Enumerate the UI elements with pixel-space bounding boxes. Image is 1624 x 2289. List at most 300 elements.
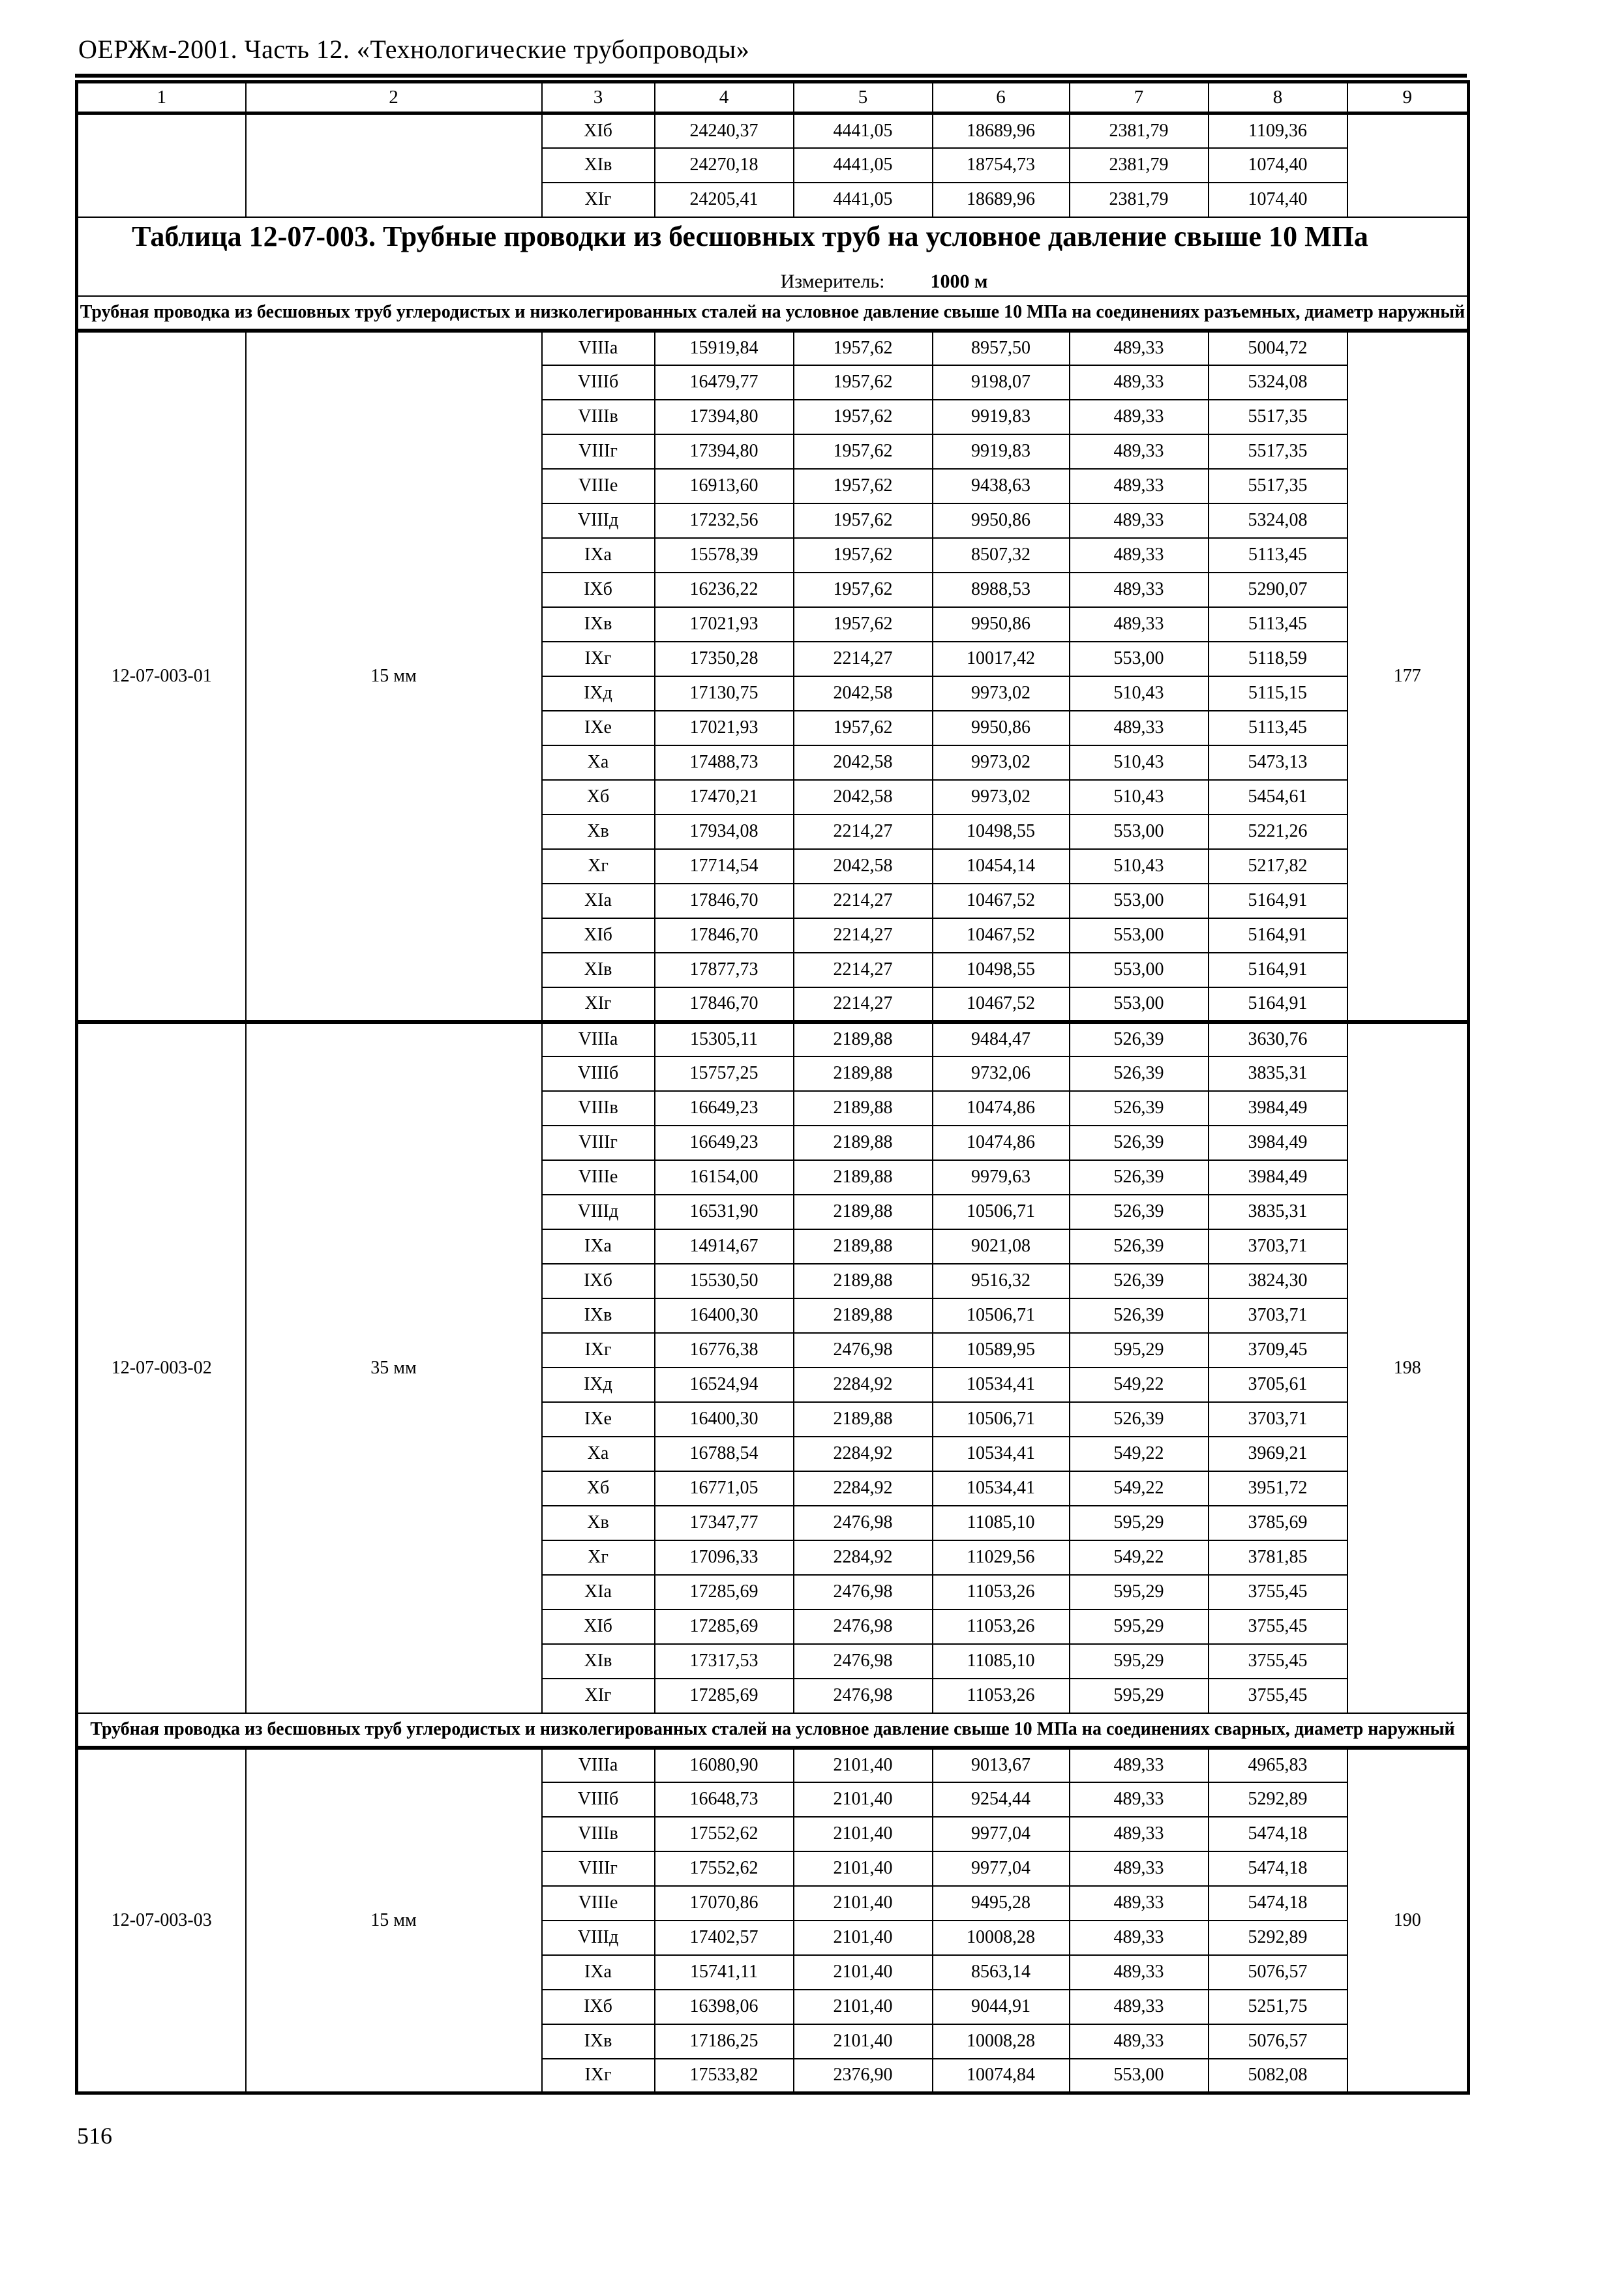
group-cell: VIIIд (542, 503, 655, 538)
value-cell: 526,39 (1070, 1298, 1209, 1333)
group-cell: IXг (542, 2059, 655, 2093)
group-cell: IXа (542, 1229, 655, 1264)
value-cell: 9021,08 (933, 1229, 1070, 1264)
value-cell: 17877,73 (655, 953, 794, 987)
value-cell: 2101,40 (794, 1990, 933, 2024)
value-cell: 3755,45 (1209, 1609, 1347, 1644)
value-cell: 1957,62 (794, 469, 933, 503)
value-cell: 595,29 (1070, 1679, 1209, 1713)
value-cell: 18754,73 (933, 148, 1070, 183)
value-cell: 2189,88 (794, 1126, 933, 1160)
value-cell: 5164,91 (1209, 953, 1347, 987)
value-cell: 16398,06 (655, 1990, 794, 2024)
value-cell: 5517,35 (1209, 400, 1347, 434)
value-cell: 9919,83 (933, 400, 1070, 434)
group-cell: VIIIа (542, 1748, 655, 1782)
value-cell: 1074,40 (1209, 148, 1347, 183)
group-cell: IXе (542, 1402, 655, 1437)
value-cell: 2376,90 (794, 2059, 933, 2093)
group-cell: IXг (542, 642, 655, 676)
value-cell: 15741,11 (655, 1955, 794, 1990)
column-header: 3 (542, 82, 655, 113)
value-cell: 16479,77 (655, 365, 794, 400)
value-cell: 553,00 (1070, 2059, 1209, 2093)
value-cell: 17285,69 (655, 1575, 794, 1609)
value-cell: 553,00 (1070, 884, 1209, 918)
value-cell: 16524,94 (655, 1368, 794, 1402)
value-cell: 489,33 (1070, 2024, 1209, 2059)
value-cell: 18689,96 (933, 113, 1070, 148)
value-cell: 5115,15 (1209, 676, 1347, 711)
value-cell: 2214,27 (794, 918, 933, 953)
value-cell: 9013,67 (933, 1748, 1070, 1782)
value-cell: 2476,98 (794, 1506, 933, 1540)
value-cell: 3835,31 (1209, 1195, 1347, 1229)
value-cell: 2189,88 (794, 1264, 933, 1298)
measure-line (256, 271, 1467, 293)
group-cell: XIб (542, 113, 655, 148)
value-cell: 5292,89 (1209, 1782, 1347, 1817)
value-cell: 16648,73 (655, 1782, 794, 1817)
column-header: 5 (794, 82, 933, 113)
value-cell: 5082,08 (1209, 2059, 1347, 2093)
group-cell: VIIIг (542, 1126, 655, 1160)
group-cell: IXб (542, 573, 655, 607)
value-cell: 5221,26 (1209, 815, 1347, 849)
blank-size-cell (246, 113, 542, 217)
value-cell: 510,43 (1070, 745, 1209, 780)
value-cell: 2381,79 (1070, 113, 1209, 148)
header-rule (75, 74, 1467, 78)
code-cell: 12-07-003-03 (77, 1748, 246, 2093)
value-cell: 9495,28 (933, 1886, 1070, 1921)
value-cell: 526,39 (1070, 1229, 1209, 1264)
value-cell: 510,43 (1070, 676, 1209, 711)
value-cell: 2189,88 (794, 1402, 933, 1437)
value-cell: 17533,82 (655, 2059, 794, 2093)
code-cell: 12-07-003-02 (77, 1022, 246, 1713)
value-cell: 8988,53 (933, 573, 1070, 607)
value-cell: 489,33 (1070, 331, 1209, 365)
value-cell: 14914,67 (655, 1229, 794, 1264)
value-cell: 16788,54 (655, 1437, 794, 1471)
value-cell: 2476,98 (794, 1679, 933, 1713)
value-cell: 11053,26 (933, 1575, 1070, 1609)
value-cell: 10474,86 (933, 1126, 1070, 1160)
value-cell: 553,00 (1070, 642, 1209, 676)
value-cell: 5474,18 (1209, 1817, 1347, 1851)
value-cell: 9950,86 (933, 503, 1070, 538)
value-cell: 5517,35 (1209, 469, 1347, 503)
value-cell: 526,39 (1070, 1160, 1209, 1195)
value-cell: 8563,14 (933, 1955, 1070, 1990)
group-cell: VIIIг (542, 434, 655, 469)
value-cell: 16154,00 (655, 1160, 794, 1195)
value-cell: 10074,84 (933, 2059, 1070, 2093)
group-cell: VIIIд (542, 1921, 655, 1955)
value-cell: 3969,21 (1209, 1437, 1347, 1471)
value-cell: 5076,57 (1209, 1955, 1347, 1990)
value-cell: 489,33 (1070, 1817, 1209, 1851)
value-cell: 9484,47 (933, 1022, 1070, 1056)
value-cell: 15919,84 (655, 331, 794, 365)
section-header-text: Трубная проводка из бесшовных труб углеродистых и низколегированных сталей на условное давление свыше 10 МПа на соединениях разъемных, диаметр наружный (77, 296, 1469, 331)
value-cell: 3709,45 (1209, 1333, 1347, 1368)
value-cell: 17394,80 (655, 434, 794, 469)
group-cell: XIа (542, 1575, 655, 1609)
value-cell: 5251,75 (1209, 1990, 1347, 2024)
value-cell: 5164,91 (1209, 884, 1347, 918)
value-cell: 16649,23 (655, 1126, 794, 1160)
value-cell: 553,00 (1070, 918, 1209, 953)
measure-value: 1000 м (930, 270, 988, 292)
value-cell: 526,39 (1070, 1195, 1209, 1229)
value-cell: 489,33 (1070, 1955, 1209, 1990)
group-cell: VIIIд (542, 1195, 655, 1229)
pages-cell: 177 (1347, 331, 1469, 1022)
value-cell: 3824,30 (1209, 1264, 1347, 1298)
value-cell: 2189,88 (794, 1298, 933, 1333)
value-cell: 2214,27 (794, 987, 933, 1022)
value-cell: 9977,04 (933, 1851, 1070, 1886)
value-cell: 526,39 (1070, 1091, 1209, 1126)
value-cell: 15530,50 (655, 1264, 794, 1298)
value-cell: 10474,86 (933, 1091, 1070, 1126)
group-cell: XIг (542, 1679, 655, 1713)
value-cell: 10534,41 (933, 1368, 1070, 1402)
value-cell: 17285,69 (655, 1609, 794, 1644)
group-cell: XIб (542, 918, 655, 953)
value-cell: 16776,38 (655, 1333, 794, 1368)
value-cell: 17186,25 (655, 2024, 794, 2059)
value-cell: 5118,59 (1209, 642, 1347, 676)
value-cell: 2214,27 (794, 884, 933, 918)
value-cell: 16649,23 (655, 1091, 794, 1126)
table-title-row (77, 217, 1469, 296)
group-cell: Xв (542, 815, 655, 849)
value-cell: 10467,52 (933, 918, 1070, 953)
value-cell: 489,33 (1070, 365, 1209, 400)
value-cell: 15757,25 (655, 1056, 794, 1091)
group-cell: VIIIа (542, 331, 655, 365)
value-cell: 5164,91 (1209, 987, 1347, 1022)
value-cell: 17846,70 (655, 884, 794, 918)
document-header: ОЕРЖм-2001. Часть 12. «Технологические трубопроводы» (78, 35, 750, 64)
value-cell: 9044,91 (933, 1990, 1070, 2024)
value-cell: 17285,69 (655, 1679, 794, 1713)
section-2-rows (77, 1748, 1469, 2093)
value-cell: 2042,58 (794, 745, 933, 780)
group-cell: XIв (542, 1644, 655, 1679)
pages-cell: 190 (1347, 1748, 1469, 2093)
blank-pages-cell (1347, 113, 1469, 217)
value-cell: 17347,77 (655, 1506, 794, 1540)
value-cell: 2189,88 (794, 1160, 933, 1195)
value-cell: 3755,45 (1209, 1575, 1347, 1609)
column-header: 6 (933, 82, 1070, 113)
value-cell: 2189,88 (794, 1091, 933, 1126)
value-cell: 3835,31 (1209, 1056, 1347, 1091)
group-cell: XIв (542, 148, 655, 183)
value-cell: 10008,28 (933, 1921, 1070, 1955)
value-cell: 2101,40 (794, 2024, 933, 2059)
value-cell: 18689,96 (933, 183, 1070, 217)
value-cell: 489,33 (1070, 538, 1209, 573)
value-cell: 3781,85 (1209, 1540, 1347, 1575)
value-cell: 3785,69 (1209, 1506, 1347, 1540)
value-cell: 3703,71 (1209, 1402, 1347, 1437)
group-cell: VIIIа (542, 1022, 655, 1056)
value-cell: 510,43 (1070, 780, 1209, 815)
value-cell: 10506,71 (933, 1195, 1070, 1229)
value-cell: 1957,62 (794, 711, 933, 745)
value-cell: 10467,52 (933, 987, 1070, 1022)
value-cell: 5324,08 (1209, 503, 1347, 538)
value-cell: 5113,45 (1209, 538, 1347, 573)
value-cell: 9254,44 (933, 1782, 1070, 1817)
code-cell: 12-07-003-01 (77, 331, 246, 1022)
value-cell: 17846,70 (655, 987, 794, 1022)
value-cell: 9950,86 (933, 711, 1070, 745)
value-cell: 17021,93 (655, 711, 794, 745)
value-cell: 9919,83 (933, 434, 1070, 469)
value-cell: 2042,58 (794, 849, 933, 884)
group-cell: VIIIв (542, 400, 655, 434)
value-cell: 24270,18 (655, 148, 794, 183)
value-cell: 16400,30 (655, 1298, 794, 1333)
value-cell: 489,33 (1070, 503, 1209, 538)
value-cell: 2101,40 (794, 1955, 933, 1990)
value-cell: 5076,57 (1209, 2024, 1347, 2059)
value-cell: 16400,30 (655, 1402, 794, 1437)
value-cell: 11085,10 (933, 1506, 1070, 1540)
value-cell: 5473,13 (1209, 745, 1347, 780)
value-cell: 1957,62 (794, 503, 933, 538)
value-cell: 2189,88 (794, 1229, 933, 1264)
value-cell: 11053,26 (933, 1609, 1070, 1644)
value-cell: 17488,73 (655, 745, 794, 780)
column-header: 9 (1347, 82, 1469, 113)
value-cell: 5454,61 (1209, 780, 1347, 815)
value-cell: 2189,88 (794, 1195, 933, 1229)
group-cell: IXа (542, 1955, 655, 1990)
value-cell: 17130,75 (655, 676, 794, 711)
value-cell: 3705,61 (1209, 1368, 1347, 1402)
value-cell: 2101,40 (794, 1921, 933, 1955)
group-cell: VIIIб (542, 1782, 655, 1817)
value-cell: 16771,05 (655, 1471, 794, 1506)
value-cell: 489,33 (1070, 1782, 1209, 1817)
value-cell: 489,33 (1070, 400, 1209, 434)
page-number: 516 (77, 2123, 112, 2149)
value-cell: 9732,06 (933, 1056, 1070, 1091)
value-cell: 2101,40 (794, 1886, 933, 1921)
pages-cell: 198 (1347, 1022, 1469, 1713)
value-cell: 17096,33 (655, 1540, 794, 1575)
value-cell: 3755,45 (1209, 1644, 1347, 1679)
table-title-cell (77, 217, 1469, 296)
group-cell: VIIIв (542, 1091, 655, 1126)
value-cell: 2189,88 (794, 1022, 933, 1056)
column-header: 7 (1070, 82, 1209, 113)
group-cell: Xг (542, 1540, 655, 1575)
size-cell: 15 мм (246, 331, 542, 1022)
value-cell: 549,22 (1070, 1540, 1209, 1575)
value-cell: 489,33 (1070, 1748, 1209, 1782)
value-cell: 4441,05 (794, 113, 933, 148)
value-cell: 17394,80 (655, 400, 794, 434)
value-cell: 16531,90 (655, 1195, 794, 1229)
value-cell: 5474,18 (1209, 1886, 1347, 1921)
value-cell: 9198,07 (933, 365, 1070, 400)
value-cell: 10467,52 (933, 884, 1070, 918)
value-cell: 11053,26 (933, 1679, 1070, 1713)
size-cell: 15 мм (246, 1748, 542, 2093)
section-1-rows (77, 331, 1469, 1713)
group-cell: Xа (542, 745, 655, 780)
value-cell: 16236,22 (655, 573, 794, 607)
value-cell: 526,39 (1070, 1056, 1209, 1091)
value-cell: 9979,63 (933, 1160, 1070, 1195)
table-title: Таблица 12-07-003. Трубные проводки из бесшовных труб на условное давление свыше 10 МПа (132, 220, 1368, 252)
value-cell: 8507,32 (933, 538, 1070, 573)
group-cell: VIIIг (542, 1851, 655, 1886)
group-cell: Xа (542, 1437, 655, 1471)
value-cell: 3984,49 (1209, 1091, 1347, 1126)
group-cell: IXд (542, 1368, 655, 1402)
group-cell: XIв (542, 953, 655, 987)
value-cell: 15578,39 (655, 538, 794, 573)
value-cell: 9950,86 (933, 607, 1070, 642)
value-cell: 549,22 (1070, 1471, 1209, 1506)
value-cell: 9973,02 (933, 745, 1070, 780)
value-cell: 3984,49 (1209, 1126, 1347, 1160)
table-row (77, 113, 1469, 148)
group-cell: Xг (542, 849, 655, 884)
value-cell: 549,22 (1070, 1437, 1209, 1471)
value-cell: 1957,62 (794, 331, 933, 365)
title-block (77, 217, 1469, 296)
group-cell: VIIIв (542, 1817, 655, 1851)
value-cell: 2214,27 (794, 642, 933, 676)
value-cell: 17846,70 (655, 918, 794, 953)
table-row (77, 1022, 1469, 1056)
value-cell: 17470,21 (655, 780, 794, 815)
value-cell: 16913,60 (655, 469, 794, 503)
table-head (77, 82, 1469, 113)
section-header-2 (77, 1713, 1469, 1748)
value-cell: 549,22 (1070, 1368, 1209, 1402)
column-header: 1 (77, 82, 246, 113)
value-cell: 10506,71 (933, 1402, 1070, 1437)
value-cell: 4441,05 (794, 183, 933, 217)
value-cell: 2284,92 (794, 1368, 933, 1402)
value-cell: 2284,92 (794, 1540, 933, 1575)
value-cell: 10008,28 (933, 2024, 1070, 2059)
value-cell: 553,00 (1070, 953, 1209, 987)
value-cell: 1957,62 (794, 538, 933, 573)
group-cell: IXа (542, 538, 655, 573)
value-cell: 489,33 (1070, 573, 1209, 607)
value-cell: 10498,55 (933, 953, 1070, 987)
value-cell: 2381,79 (1070, 148, 1209, 183)
value-cell: 2042,58 (794, 676, 933, 711)
group-cell: XIг (542, 183, 655, 217)
value-cell: 489,33 (1070, 1990, 1209, 2024)
value-cell: 2476,98 (794, 1644, 933, 1679)
value-cell: 17552,62 (655, 1851, 794, 1886)
value-cell: 10498,55 (933, 815, 1070, 849)
value-cell: 2101,40 (794, 1782, 933, 1817)
group-cell: IXб (542, 1264, 655, 1298)
section-header-text: Трубная проводка из бесшовных труб углеродистых и низколегированных сталей на условное давление свыше 10 МПа на соединениях сварных, диаметр наружный (77, 1713, 1469, 1748)
estimates-table (75, 80, 1470, 2095)
value-cell: 553,00 (1070, 815, 1209, 849)
value-cell: 24205,41 (655, 183, 794, 217)
value-cell: 10589,95 (933, 1333, 1070, 1368)
value-cell: 2476,98 (794, 1333, 933, 1368)
value-cell: 11029,56 (933, 1540, 1070, 1575)
value-cell: 5113,45 (1209, 607, 1347, 642)
value-cell: 9977,04 (933, 1817, 1070, 1851)
value-cell: 4441,05 (794, 148, 933, 183)
value-cell: 2101,40 (794, 1748, 933, 1782)
group-cell: VIIIб (542, 365, 655, 400)
value-cell: 10454,14 (933, 849, 1070, 884)
table-row (77, 1748, 1469, 1782)
continuation-rows (77, 113, 1469, 217)
column-header: 2 (246, 82, 542, 113)
value-cell: 595,29 (1070, 1506, 1209, 1540)
group-cell: XIб (542, 1609, 655, 1644)
value-cell: 10506,71 (933, 1298, 1070, 1333)
value-cell: 11085,10 (933, 1644, 1070, 1679)
value-cell: 5292,89 (1209, 1921, 1347, 1955)
section-header-row (77, 296, 1469, 331)
value-cell: 2476,98 (794, 1609, 933, 1644)
value-cell: 1957,62 (794, 400, 933, 434)
group-cell: VIIIе (542, 1160, 655, 1195)
value-cell: 17350,28 (655, 642, 794, 676)
value-cell: 1109,36 (1209, 113, 1347, 148)
value-cell: 3630,76 (1209, 1022, 1347, 1056)
value-cell: 526,39 (1070, 1022, 1209, 1056)
value-cell: 489,33 (1070, 434, 1209, 469)
value-cell: 24240,37 (655, 113, 794, 148)
section-header-row (77, 1713, 1469, 1748)
value-cell: 489,33 (1070, 1851, 1209, 1886)
value-cell: 5164,91 (1209, 918, 1347, 953)
value-cell: 3703,71 (1209, 1298, 1347, 1333)
value-cell: 489,33 (1070, 469, 1209, 503)
value-cell: 10534,41 (933, 1437, 1070, 1471)
group-cell: IXв (542, 607, 655, 642)
value-cell: 17934,08 (655, 815, 794, 849)
value-cell: 2214,27 (794, 953, 933, 987)
column-numbers-row (77, 82, 1469, 113)
group-cell: VIIIе (542, 469, 655, 503)
group-cell: XIг (542, 987, 655, 1022)
value-cell: 526,39 (1070, 1126, 1209, 1160)
value-cell: 526,39 (1070, 1402, 1209, 1437)
group-cell: IXб (542, 1990, 655, 2024)
group-cell: IXг (542, 1333, 655, 1368)
column-header: 8 (1209, 82, 1347, 113)
value-cell: 595,29 (1070, 1644, 1209, 1679)
value-cell: 3755,45 (1209, 1679, 1347, 1713)
value-cell: 10534,41 (933, 1471, 1070, 1506)
value-cell: 8957,50 (933, 331, 1070, 365)
